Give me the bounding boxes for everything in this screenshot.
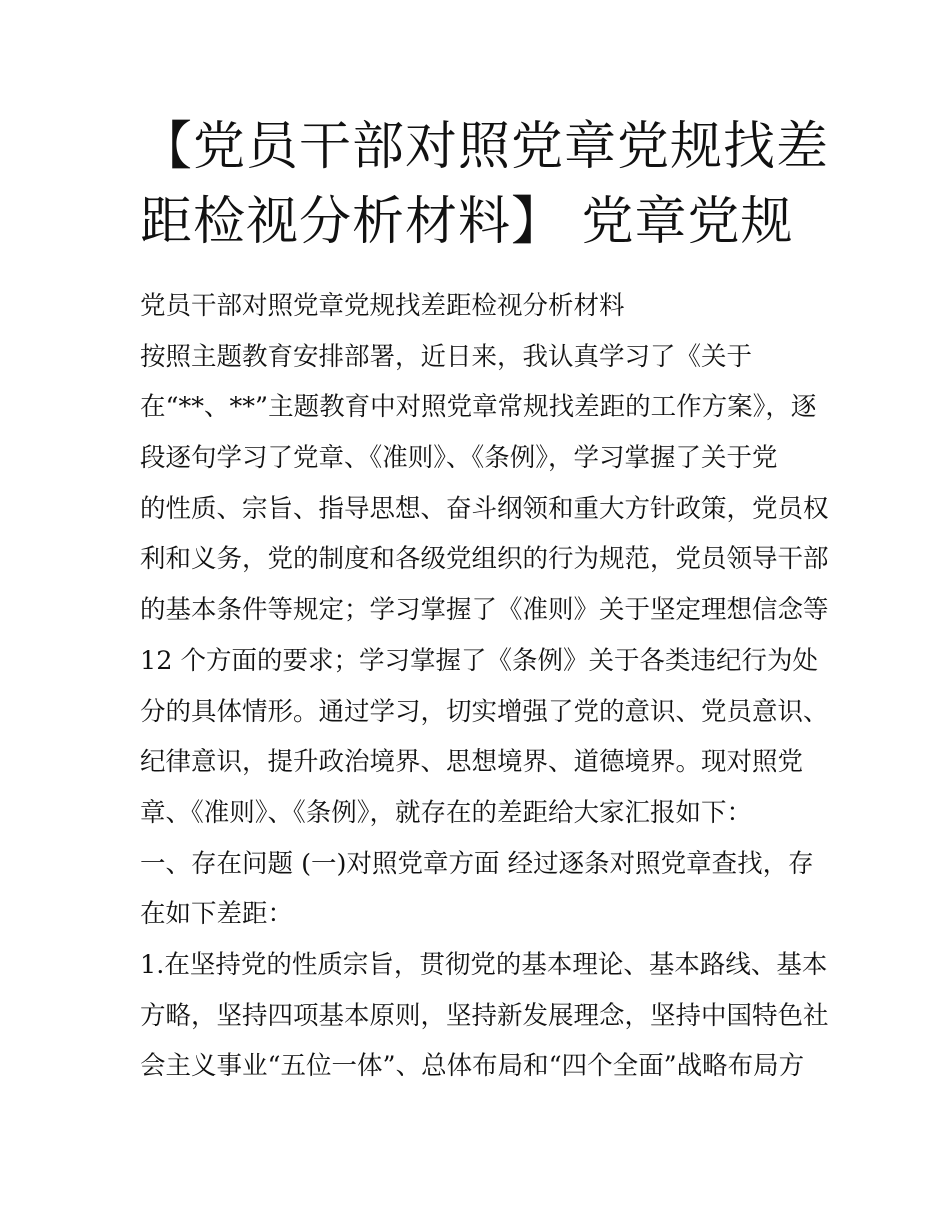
document-body	[140, 281, 830, 1092]
paragraph-line: 按照主题教育安排部署，近日来，我认真学习了《关于	[140, 341, 753, 372]
paragraph-line: 12 个方面的要求；学习掌握了《条例》关于各类违纪行为处	[140, 645, 819, 676]
paragraph-line: 在“**、**”主题教育中对照党章常规找差距的工作方案》，逐	[140, 392, 817, 423]
paragraph-line: 方略，坚持四项基本原则，坚持新发展理念，坚持中国特色社	[140, 1000, 829, 1031]
section-heading-line: 一、存在问题 (一)对照党章方面 经过逐条对照党章查找，存	[140, 848, 814, 879]
paragraph-line: 段逐句学习了党章、《准则》、《条例》，学习掌握了关于党	[140, 443, 778, 474]
list-item-line: 1.在坚持党的性质宗旨，贯彻党的基本理论、基本路线、基本	[140, 949, 828, 980]
paragraph-line: 章、《准则》、《条例》，就存在的差距给大家汇报如下：	[140, 797, 753, 828]
paragraph-line: 的基本条件等规定；学习掌握了《准则》关于坚定理想信念等	[140, 595, 829, 626]
subtitle-line: 党员干部对照党章党规找差距检视分析材料	[140, 291, 625, 321]
paragraph-line: 在如下差距：	[140, 899, 294, 930]
paragraph-line: 纪律意识，提升政治境界、思想境界、道德境界。现对照党	[140, 747, 804, 778]
title-line: 【党员干部对照党章党规找差	[140, 117, 830, 177]
paragraph-line: 分的具体情形。通过学习，切实增强了党的意识、党员意识、	[140, 696, 829, 727]
paragraph-line: 的性质、宗旨、指导思想、奋斗纲领和重大方针政策，党员权	[140, 493, 829, 524]
document-title	[140, 110, 830, 260]
paragraph-line: 利和义务，党的制度和各级党组织的行为规范，党员领导干部	[140, 544, 829, 575]
paragraph-line: 会主义事业“五位一体”、总体布局和“四个全面”战略布局方	[140, 1051, 805, 1082]
title-line: 距检视分析材料】 党章党规	[140, 192, 794, 252]
